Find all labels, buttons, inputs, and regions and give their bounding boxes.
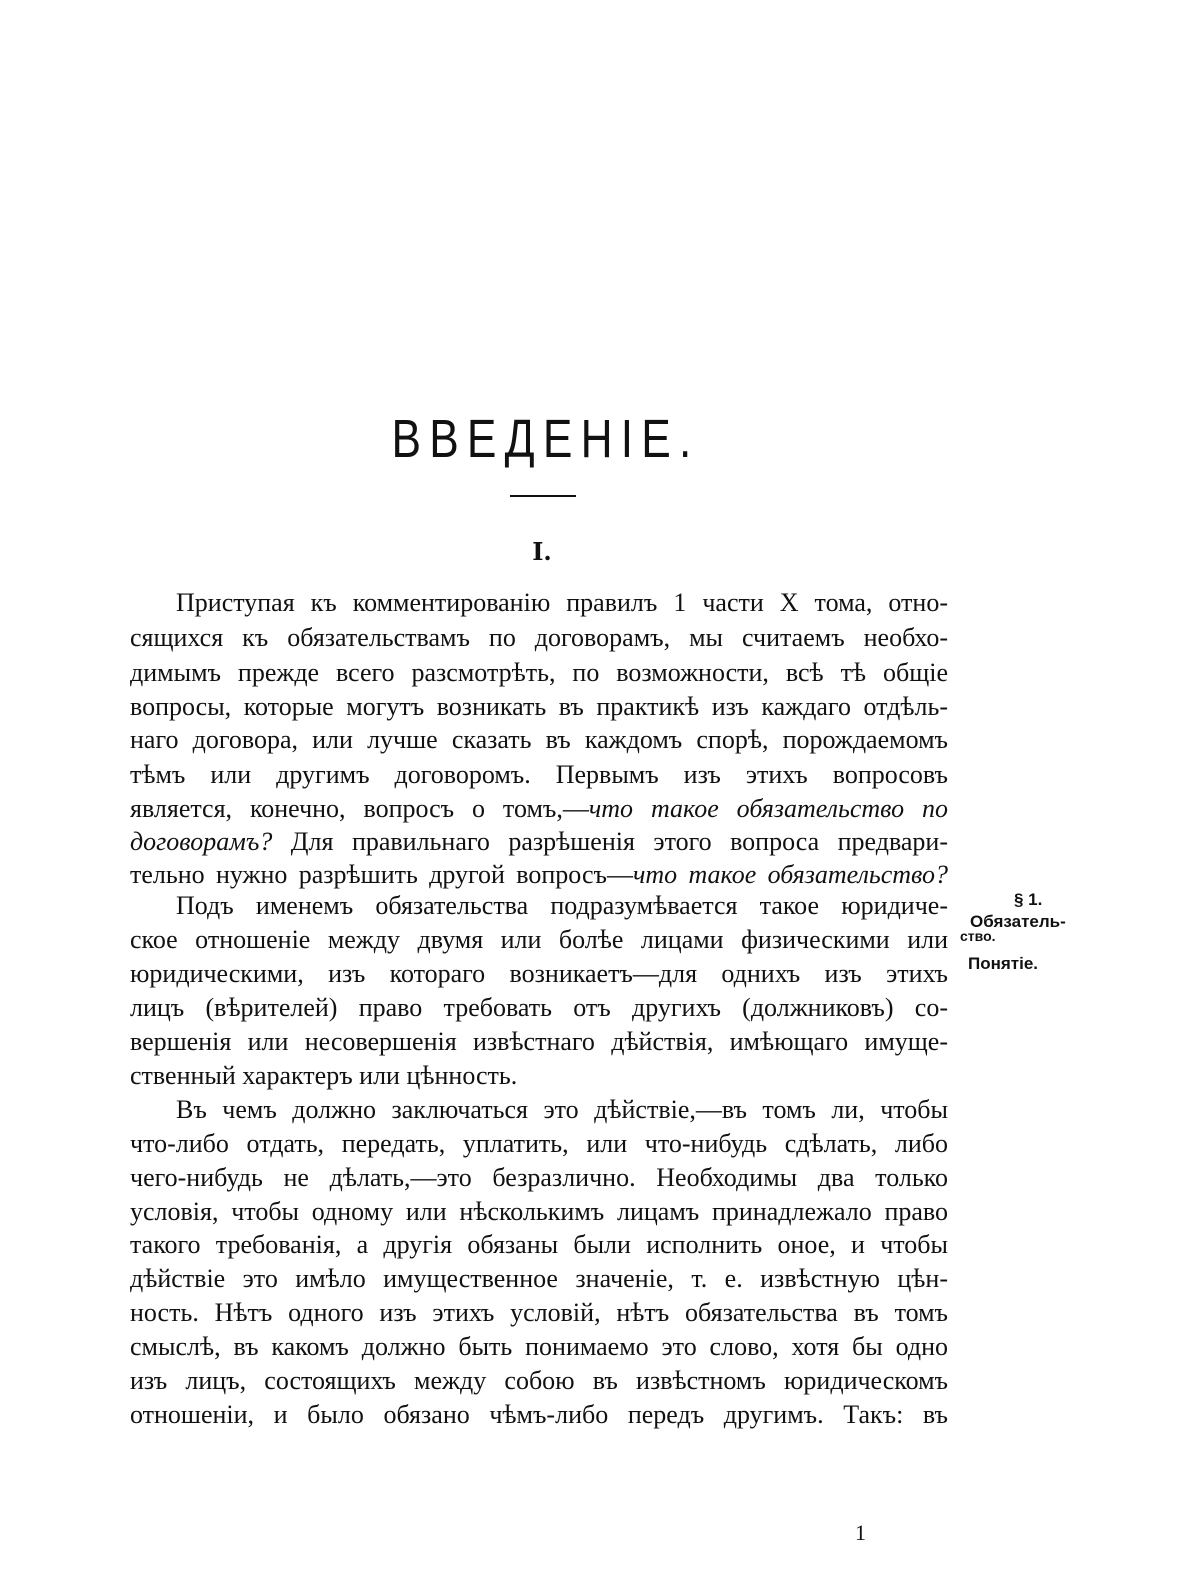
text-line: ское отношеніе между двумя или болѣе лицами физическими или <box>130 925 948 954</box>
text-line: вопросы, которые могутъ возникать въ практикѣ изъ каждаго отдѣль- <box>130 692 948 721</box>
text-line: ность. Нѣтъ одного изъ этихъ условій, нѣтъ обязательства въ томъ <box>130 1298 948 1327</box>
text-line: отношеніи, и было обязано чѣмъ-либо передъ другимъ. Такъ: въ <box>130 1400 948 1429</box>
text-line: изъ лицъ, состоящихъ между собою въ извѣстномъ юридическомъ <box>130 1366 948 1395</box>
text-line: Приступая къ комментированію правилъ 1 части X тома, отно- <box>176 588 948 617</box>
italic-text: что такое обязательство? <box>632 860 949 889</box>
text-span: является, конечно, вопросъ о томъ,— <box>130 794 589 823</box>
text-line: Подъ именемъ обязательства подразумѣвается такое юридиче- <box>176 891 948 920</box>
text-line: наго договора, или лучше сказать въ каждомъ спорѣ, порождаемомъ <box>130 725 948 754</box>
chapter-title: ВВЕДЕНIЕ. <box>391 409 700 469</box>
text-line: тѣмъ или другимъ договоромъ. Первымъ изъ этихъ вопросовъ <box>130 760 948 789</box>
margin-note <box>960 889 1100 975</box>
text-line <box>130 792 948 826</box>
margin-note-section: § 1. <box>1014 890 1043 909</box>
text-span: Для правильнаго разрѣшенія этого вопроса предвари- <box>272 827 948 856</box>
italic-text: что такое обязательство по <box>588 794 948 823</box>
text-line: что-либо отдать, передать, уплатить, или что-нибудь сдѣлать, либо <box>130 1129 948 1158</box>
text-line: димымъ прежде всего разсмотрѣть, по возможности, всѣ тѣ общіе <box>130 658 948 687</box>
text-line: смыслѣ, въ какомъ должно быть понимаемо это слово, хотя бы одно <box>130 1332 948 1361</box>
title-rule <box>510 495 576 497</box>
text-line: лицъ (вѣрителей) право требовать отъ другихъ (должниковъ) со- <box>130 993 948 1022</box>
text-line: условія, чтобы одному или нѣсколькимъ лицамъ принадлежало право <box>130 1197 948 1226</box>
text-line: дѣйствіе это имѣло имущественное значеніе, т. е. извѣстную цѣн- <box>130 1264 948 1293</box>
italic-text: договорамъ? <box>130 827 273 856</box>
section-number: I. <box>532 537 552 566</box>
text-line: чего-нибудь не дѣлать,—это безразлично. Необходимы два только <box>130 1163 948 1192</box>
text-line: ственный характеръ или цѣнность. <box>130 1061 518 1090</box>
text-line: такого требованія, а другія обязаны были исполнить оное, и чтобы <box>130 1230 948 1259</box>
text-line: Въ чемъ должно заключаться это дѣйствіе,—въ томъ ли, чтобы <box>176 1095 948 1124</box>
margin-note-line: Обязатель- <box>970 912 1066 931</box>
text-line: сящихся къ обязательствамъ по договорамъ, мы считаемъ необхо- <box>130 623 948 652</box>
text-line <box>130 858 948 892</box>
margin-note-line: ство. <box>960 928 996 944</box>
text-line: юридическими, изъ котораго возникаетъ—для однихъ изъ этихъ <box>130 959 948 988</box>
margin-note-line: Понятіе. <box>968 954 1039 973</box>
text-line: вершенія или несовершенія извѣстнаго дѣйствія, имѣющаго имуще- <box>130 1027 948 1056</box>
text-span: тельно нужно разрѣшить другой вопросъ— <box>130 860 633 889</box>
page-number: 1 <box>855 1520 866 1545</box>
text-line <box>130 825 948 859</box>
